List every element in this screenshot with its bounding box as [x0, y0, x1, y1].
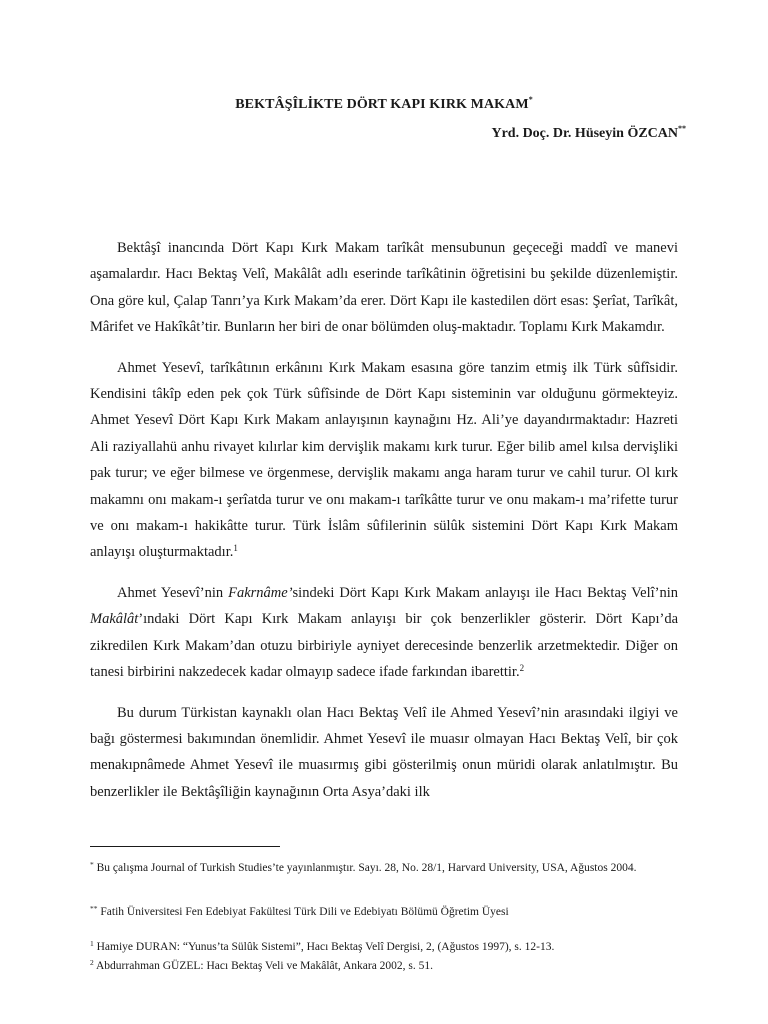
work-title-makalat: Makâlât	[90, 611, 139, 628]
paragraph-4: Bu durum Türkistan kaynaklı olan Hacı Bektaş Velî ile Ahmed Yesevî’nin arasındaki ilgiyi ve bağı göstermesi bakımından önemlidir. Ahmet Yesevî ile muasır olmayan Hacı Bektaş Velî, bir çok menakıpnâmede Ahmet Yesevî ile muasırmış gibi gösterilmiş onun müridi olarak anlatılmıştır. Bu benzerlikler ile Bektâşîliğin kaynağının Orta Asya’daki ilk	[90, 704, 678, 800]
work-title-fakrname: Fakrnâme’	[228, 584, 293, 601]
title-text: BEKTÂŞÎLİKTE DÖRT KAPI KIRK MAKAM	[235, 97, 529, 112]
paragraph-3-text-b: sindeki Dört Kapı Kırk Makam anlayışı ile Hacı Bektaş Velî’nin	[292, 584, 678, 601]
footnote-star-text: Bu çalışma Journal of Turkish Studies’te yayınlanmıştır. Sayı. 28, No. 28/1, Harvard University, USA, Ağustos 2004.	[96, 862, 637, 874]
footnote-star	[90, 853, 680, 880]
footnote-2-mark: 2	[90, 958, 94, 967]
footnote-double-star-mark: **	[90, 904, 98, 913]
author-line	[491, 124, 686, 142]
paragraph-3	[90, 580, 678, 686]
footnote-1	[90, 936, 680, 955]
paragraph-2-text: Ahmet Yesevî, tarîkâtının erkânını Kırk Makam esasına göre tanzim etmiş ilk Türk sûfîsidir. Kendisini tâkîp eden pek çok Türk sûfîsinde de Dört Kapı sisteminin var olduğunu görmekteyiz. Ahmet Yesevî Dört Kapı Kırk Makam anlayışının kaynağını Hz. Ali’ye dayandırmaktadır: Hazreti Ali raziyallahü anhu rivayet kılırlar kim dervişlik makamı kırk turur. Eğer bilib amel kılsa dervişliki pak turur; ve eğer bilmese ve örgenmese, dervişlik makamı anga haram turur ve cahil turur. Ol kırk makamnı onı makam-ı şerîatda turur ve onı makam-ı tarîkâtte turur ve onu makam-ı ma’rifette turur ve onı makam-ı hakikâtte turur. Türk İslâm sûfilerinin sülûk sistemini Dört Kapı Kırk Makam anlayışı oluşturmaktadır.	[90, 359, 678, 561]
footnote-star-mark: *	[90, 860, 94, 869]
paragraph-3-text-c: ’ındaki Dört Kapı Kırk Makam anlayışı bir çok benzerlikler gösterir. Dört Kapı’da zikredilen Kırk Makam’dan otuzu birbiriyle ayniyet derecesinde benzerlik arzetmektedir. Diğer on tanesi birbirini nakzedecek kadar olmayıp sadece ifade farkından ibarettir.	[90, 611, 678, 681]
title-footnote-mark: *	[528, 95, 533, 104]
paragraph-3-text-a: Ahmet Yesevî’nin	[117, 584, 229, 601]
footnote-double-star	[90, 901, 680, 920]
footnotes-numbered	[90, 936, 680, 974]
footnote-1-text: Hamiye DURAN: “Yunus’ta Sülûk Sistemi”, Hacı Bektaş Velî Dergisi, 2, (Ağustos 1997), s. 12-13.	[96, 941, 555, 953]
paragraph-1: Bektâşî inancında Dört Kapı Kırk Makam tarîkât mensubunun geçeceği maddî ve manevi aşamalardır. Hacı Bektaş Velî, Makâlât adlı eserinde tarîkâtinin öğretisini bu şekilde düzenlemiştir. Ona göre kul, Çalap Tanrı’ya Kırk Makam’da erer. Dört Kapı ile kastedilen dört esas: Şerîat, Tarîkât, Mârifet ve Hakîkât’tir. Bunların her biri de onar bölümden oluş-maktadır. Toplamı Kırk Makamdır.	[90, 240, 678, 336]
footnote-ref-2[interactable]: 2	[519, 663, 525, 674]
footnote-ref-1[interactable]: 1	[233, 543, 238, 554]
footnote-2-text: Abdurrahman GÜZEL: Hacı Bektaş Veli ve Makâlât, Ankara 2002, s. 51.	[96, 960, 434, 972]
page-title	[0, 95, 768, 113]
footnote-double-star-text: Fatih Üniversitesi Fen Edebiyat Fakültesi Türk Dili ve Edebiyatı Bölümü Öğretim Üyesi	[100, 906, 509, 918]
footnote-2	[90, 955, 680, 974]
footnote-1-mark: 1	[90, 939, 94, 948]
author-footnote-mark: **	[678, 124, 686, 133]
body-text	[90, 235, 678, 819]
paragraph-2	[90, 355, 678, 566]
author-name: Yrd. Doç. Dr. Hüseyin ÖZCAN	[491, 126, 678, 141]
footnote-separator	[90, 846, 280, 847]
